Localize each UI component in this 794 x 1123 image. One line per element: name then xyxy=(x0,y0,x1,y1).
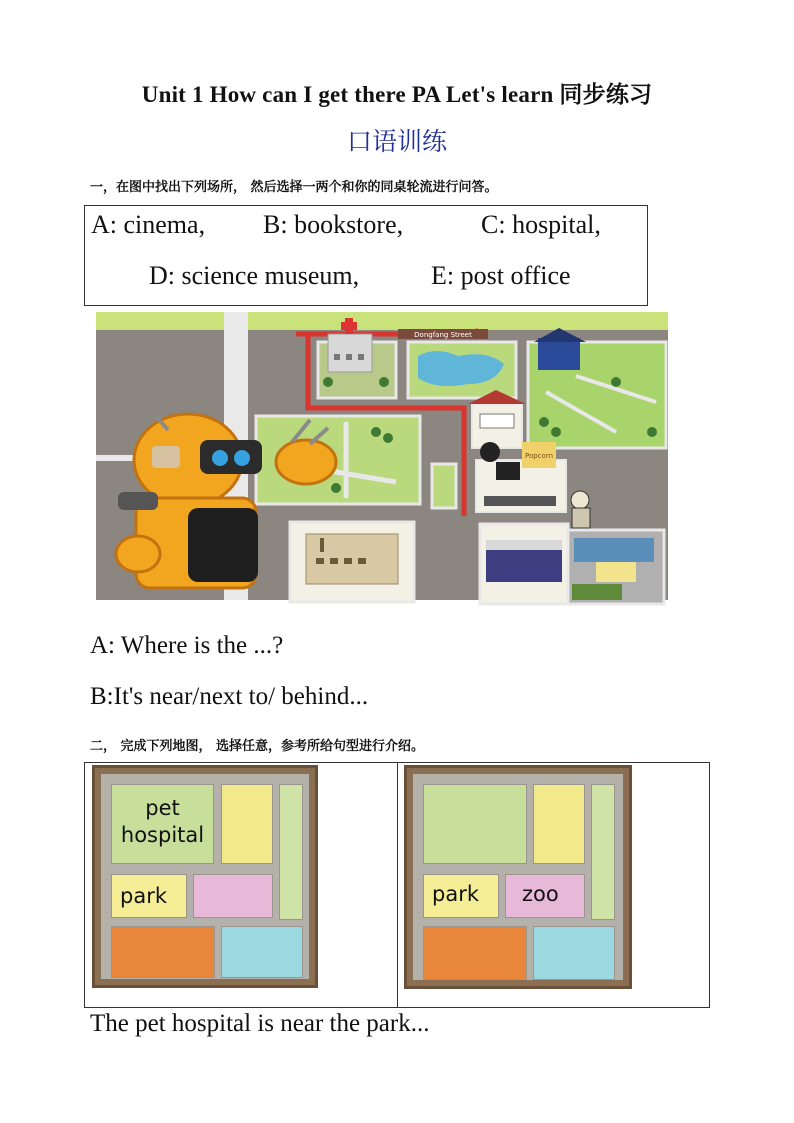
block-orange xyxy=(423,926,527,980)
board-map-left xyxy=(92,765,318,988)
option-bookstore: B: bookstore, xyxy=(263,210,404,239)
block-zoo xyxy=(505,874,585,918)
block-yellow xyxy=(221,784,273,864)
option-post-office: E: post office xyxy=(431,261,571,290)
block-pink xyxy=(193,874,273,918)
label-pet-hospital: pet hospital xyxy=(120,796,205,848)
block-park xyxy=(423,874,499,918)
library-block xyxy=(480,524,568,604)
lake-block xyxy=(408,342,516,398)
office-block xyxy=(568,530,664,604)
dialogue-question: A: Where is the ...? xyxy=(90,632,284,659)
post-office-block xyxy=(528,328,666,448)
city-map-illustration xyxy=(96,312,668,616)
page-subtitle: 口语训练 xyxy=(346,127,447,156)
block-park xyxy=(111,874,187,918)
street-sign-text: Dongfang Street xyxy=(414,331,472,339)
dialogue-answer: B:It's near/next to/ behind... xyxy=(90,683,369,710)
block-green-strip xyxy=(591,784,615,920)
option-science-museum: D: science museum, xyxy=(149,261,360,290)
block-pet-hospital xyxy=(111,784,214,864)
block-orange xyxy=(111,926,215,978)
summary-sentence: The pet hospital is near the park... xyxy=(90,1010,430,1037)
page-title: Unit 1 How can I get there PA Let's learn 同步练习 xyxy=(141,82,653,107)
block-cyan xyxy=(221,926,303,978)
block-yellow xyxy=(533,784,585,864)
label-park-left: park xyxy=(120,884,167,908)
board-map-right xyxy=(404,765,632,989)
block-green-strip xyxy=(279,784,303,920)
maps-table-divider xyxy=(397,762,398,1008)
label-park-right: park xyxy=(432,882,479,906)
option-hospital: C: hospital, xyxy=(481,210,601,239)
small-robot xyxy=(571,491,590,528)
option-cinema: A: cinema, xyxy=(91,210,206,239)
section1-instruction: 一，在图中找出下列场所， 然后选择一两个和你的同桌轮流进行问答。 xyxy=(90,180,498,195)
block-green-large xyxy=(423,784,527,864)
popcorn-text: Popcorn xyxy=(524,452,554,460)
label-zoo: zoo xyxy=(522,882,559,906)
section2-instruction: 二， 完成下列地图， 选择任意，参考所给句型进行介绍。 xyxy=(90,739,425,754)
science-museum-block xyxy=(290,522,414,602)
options-box xyxy=(84,205,648,306)
block-cyan xyxy=(533,926,615,980)
